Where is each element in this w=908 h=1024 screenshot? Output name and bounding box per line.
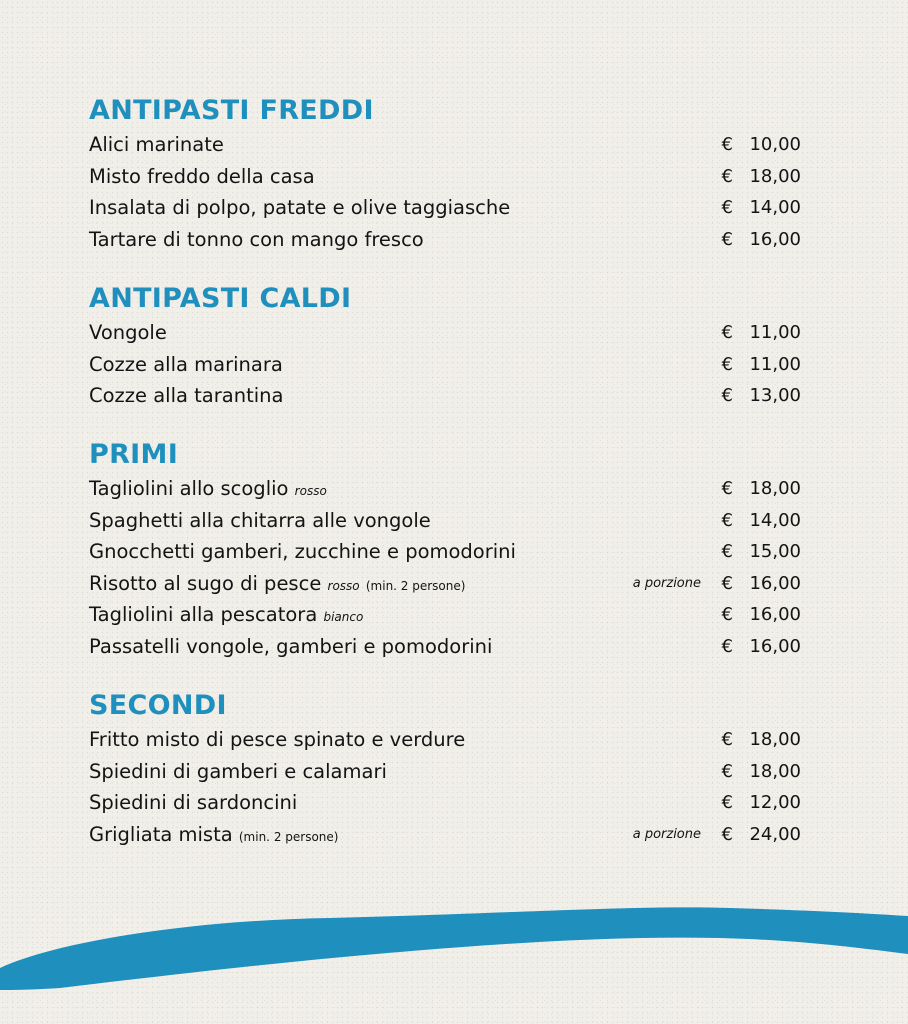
item-price: 18,00 (749, 760, 801, 782)
menu-item (89, 349, 801, 381)
item-name: Spiedini di gamberi e calamari (89, 759, 387, 783)
menu-item (89, 473, 801, 505)
item-name: Cozze alla marinara (89, 352, 283, 376)
menu-item (89, 224, 801, 256)
currency: € (721, 792, 733, 813)
currency: € (721, 385, 733, 406)
menu-item (89, 787, 801, 819)
item-price: 13,00 (749, 385, 801, 406)
menu-item (89, 536, 801, 568)
style-note: bianco (323, 610, 364, 624)
item-name: Tagliolini allo scoglio (89, 477, 289, 500)
currency: € (721, 478, 733, 499)
item-price: 11,00 (749, 322, 801, 343)
portion-note: a porzione (632, 826, 701, 842)
wave-decoration (0, 880, 908, 1024)
menu-item (89, 129, 801, 161)
item-price: 14,00 (749, 197, 801, 218)
item-price: 16,00 (749, 572, 801, 594)
section-title: PRIMI (89, 439, 179, 470)
currency: € (721, 635, 733, 657)
item-name: Gnocchetti gamberi, zucchine e pomodorini (89, 540, 516, 563)
section-secondi (89, 688, 801, 850)
currency: € (721, 322, 733, 343)
item-price: 16,00 (749, 635, 801, 657)
menu-item (89, 631, 801, 663)
item-name: Alici marinate (89, 133, 224, 156)
section-antipasti-freddi (89, 93, 801, 255)
item-name: Vongole (89, 321, 167, 344)
currency: € (721, 197, 733, 218)
menu-item (89, 380, 801, 412)
item-name: Misto freddo della casa (89, 164, 315, 188)
currency: € (721, 353, 733, 375)
currency: € (721, 541, 733, 562)
item-name: Spiedini di sardoncini (89, 791, 298, 814)
section-title: ANTIPASTI FREDDI (89, 95, 374, 126)
item-price: 18,00 (749, 729, 801, 750)
section-antipasti-caldi (89, 281, 801, 412)
min-note: (min. 2 persone) (365, 578, 466, 593)
style-note: rosso (294, 484, 327, 498)
section-title: SECONDI (89, 690, 227, 721)
item-price: 18,00 (749, 165, 801, 187)
item-name: Tagliolini alla pescatora (89, 603, 318, 626)
item-name: Cozze alla tarantina (89, 384, 284, 407)
item-price: 16,00 (749, 228, 801, 250)
currency: € (721, 760, 733, 782)
currency: € (721, 729, 733, 750)
item-name: Passatelli vongole, gamberi e pomodorini (89, 634, 493, 658)
section-title: ANTIPASTI CALDI (89, 283, 352, 314)
style-note: rosso (327, 578, 360, 593)
section-primi (89, 437, 801, 662)
item-name: Fritto misto di pesce spinato e verdure (89, 728, 466, 751)
menu-item (89, 724, 801, 756)
menu-item (89, 505, 801, 537)
item-price: 10,00 (749, 134, 801, 155)
menu-item (89, 317, 801, 349)
item-price: 18,00 (749, 478, 801, 499)
menu-item (89, 756, 801, 788)
item-price: 12,00 (749, 792, 801, 813)
currency: € (721, 572, 733, 594)
item-price: 15,00 (749, 541, 801, 562)
currency: € (721, 509, 733, 531)
menu-item (89, 599, 801, 631)
min-note: (min. 2 persone) (238, 829, 339, 844)
currency: € (721, 165, 733, 187)
menu-item (89, 192, 801, 224)
currency: € (721, 134, 733, 155)
item-name: Grigliata mista (89, 822, 233, 846)
item-name: Risotto al sugo di pesce (89, 571, 322, 595)
menu-item (89, 819, 801, 851)
item-price: 14,00 (749, 509, 801, 531)
item-price: 11,00 (749, 353, 801, 375)
item-name: Insalata di polpo, patate e olive taggiasche (89, 196, 511, 219)
menu-item (89, 161, 801, 193)
item-name: Spaghetti alla chitarra alle vongole (89, 508, 431, 532)
item-price: 24,00 (749, 823, 801, 845)
item-price: 16,00 (749, 604, 801, 625)
currency: € (721, 228, 733, 250)
menu-item (89, 568, 801, 600)
item-name: Tartare di tonno con mango fresco (89, 227, 424, 251)
portion-note: a porzione (632, 575, 701, 591)
currency: € (721, 604, 733, 625)
currency: € (721, 823, 733, 845)
